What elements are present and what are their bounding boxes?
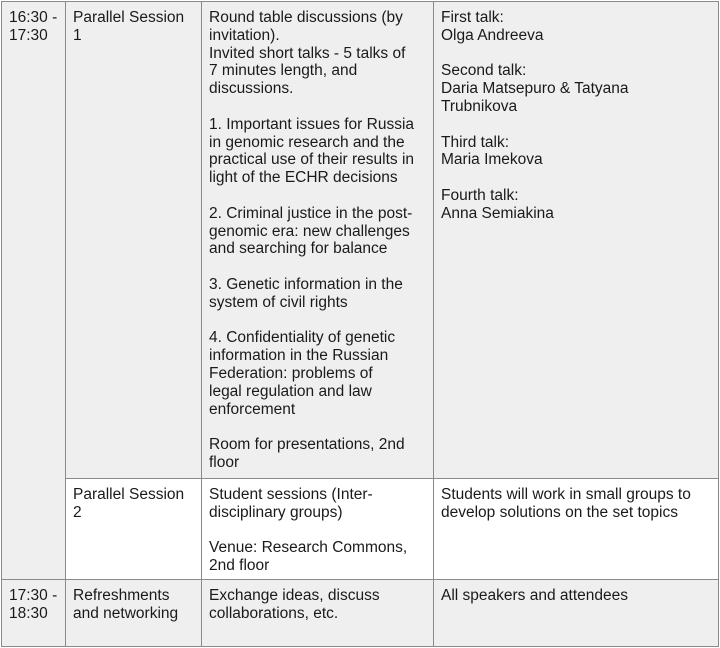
speaker-entry: All speakers and attendees [441, 586, 628, 604]
description-paragraph: Venue: Research Commons, 2nd floor [209, 539, 408, 575]
description-cell [202, 479, 434, 580]
table-row [2, 479, 719, 580]
session-cell [66, 579, 202, 646]
time-cell [2, 579, 66, 646]
description-paragraph: Room for presentations, 2nd floor [209, 436, 405, 471]
description-paragraph: Round table discussions (by invitation). Invited short talks - 5 talks of 7 minutes length, and discussions. [209, 9, 406, 98]
session-text: Parallel Session 1 [73, 9, 185, 44]
speaker-entry: Third talk: Maria Imekova [441, 133, 543, 169]
session-text: Refreshments and networking [73, 586, 179, 622]
description-paragraph: 4. Confidentiality of genetic information in the Russian Federation: problems of legal regulation and law enforcement [209, 329, 396, 418]
schedule-table [1, 1, 719, 647]
description-paragraph: Exchange ideas, discuss collaborations, etc. [209, 586, 380, 622]
description-paragraph: Student sessions (Inter- disciplinary groups) [209, 486, 373, 521]
time-text: 17:30 - 18:30 [9, 586, 58, 622]
table-row [2, 579, 719, 646]
speaker-entry: Students will work in small groups to develop solutions on the set topics [441, 486, 691, 521]
description-paragraph: 3. Genetic information in the system of civil rights [209, 275, 403, 311]
description-cell [202, 579, 434, 646]
session-cell [66, 2, 202, 479]
speakers-cell [434, 579, 719, 646]
table-row [2, 2, 719, 479]
speaker-entry: First talk: Olga Andreeva [441, 9, 544, 44]
speakers-cell [434, 479, 719, 580]
speakers-cell [434, 2, 719, 479]
speaker-entry: Second talk: Daria Matsepuro & Tatyana Trubnikova [441, 62, 629, 115]
description-paragraph: 2. Criminal justice in the post- genomic era: new challenges and searching for balance [209, 204, 413, 258]
description-paragraph: 1. Important issues for Russia in genomic research and the practical use of their results in light of the ECHR decisions [209, 115, 415, 187]
session-text: Parallel Session 2 [73, 486, 185, 521]
time-cell [2, 2, 66, 580]
time-text: 16:30 - 17:30 [9, 9, 58, 44]
speaker-entry: Fourth talk: Anna Semiakina [441, 186, 554, 222]
session-cell [66, 479, 202, 580]
description-cell [202, 2, 434, 479]
